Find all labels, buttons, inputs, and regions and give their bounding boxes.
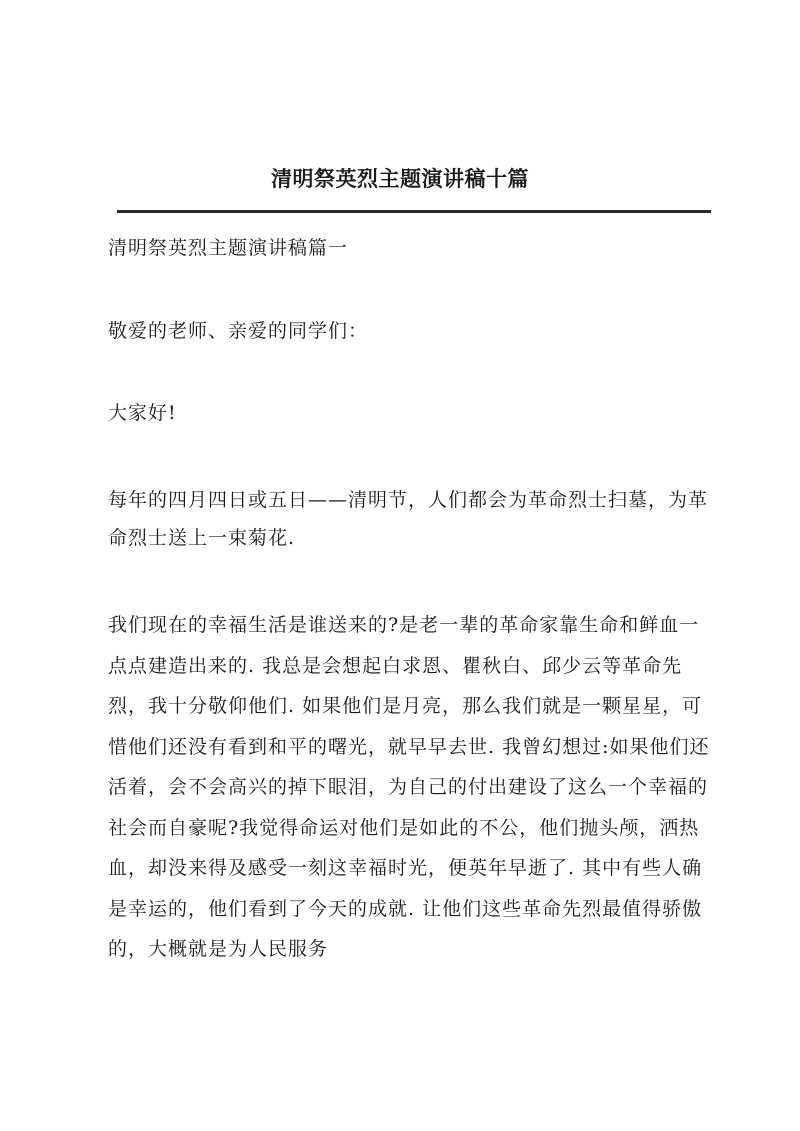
title-divider [117, 210, 711, 213]
greeting: 大家好! [108, 402, 177, 424]
salutation: 敬爱的老师、亲爱的同学们： [108, 320, 369, 342]
section-heading: 清明祭英烈主题演讲稿篇一 [108, 237, 349, 259]
paragraph: 每年的四月四日或五日——清明节，人们都会为革命烈士扫墓，为革命烈士送上一束菊花. [108, 489, 709, 549]
document-title: 清明祭英烈主题演讲稿十篇 [271, 166, 529, 191]
paragraph: 我们现在的幸福生活是谁送来的?是老一辈的革命家靠生命和鲜血一点点建造出来的. 我总是会想起白求恩、瞿秋白、邱少云等革命先烈，我十分敬仰他们. 如果他们是月亮，那么我们就是一颗星星，可惜他们还没有看到和平的曙光，就早早去世. 我曾幻想过:如果他们还活着，会不会高兴的掉下眼泪，为自己的付出建设了这么一个幸福的社会而自豪呢?我觉得命运对他们是如此的不公，他们抛头颅，洒热血，却没来得及感受一刻这幸福时光，便英年早逝了. 其中有些人确是幸运的，他们看到了今天的成就. 让他们这些革命先烈最值得骄傲的，大概就是为人民服务 [108, 614, 710, 960]
